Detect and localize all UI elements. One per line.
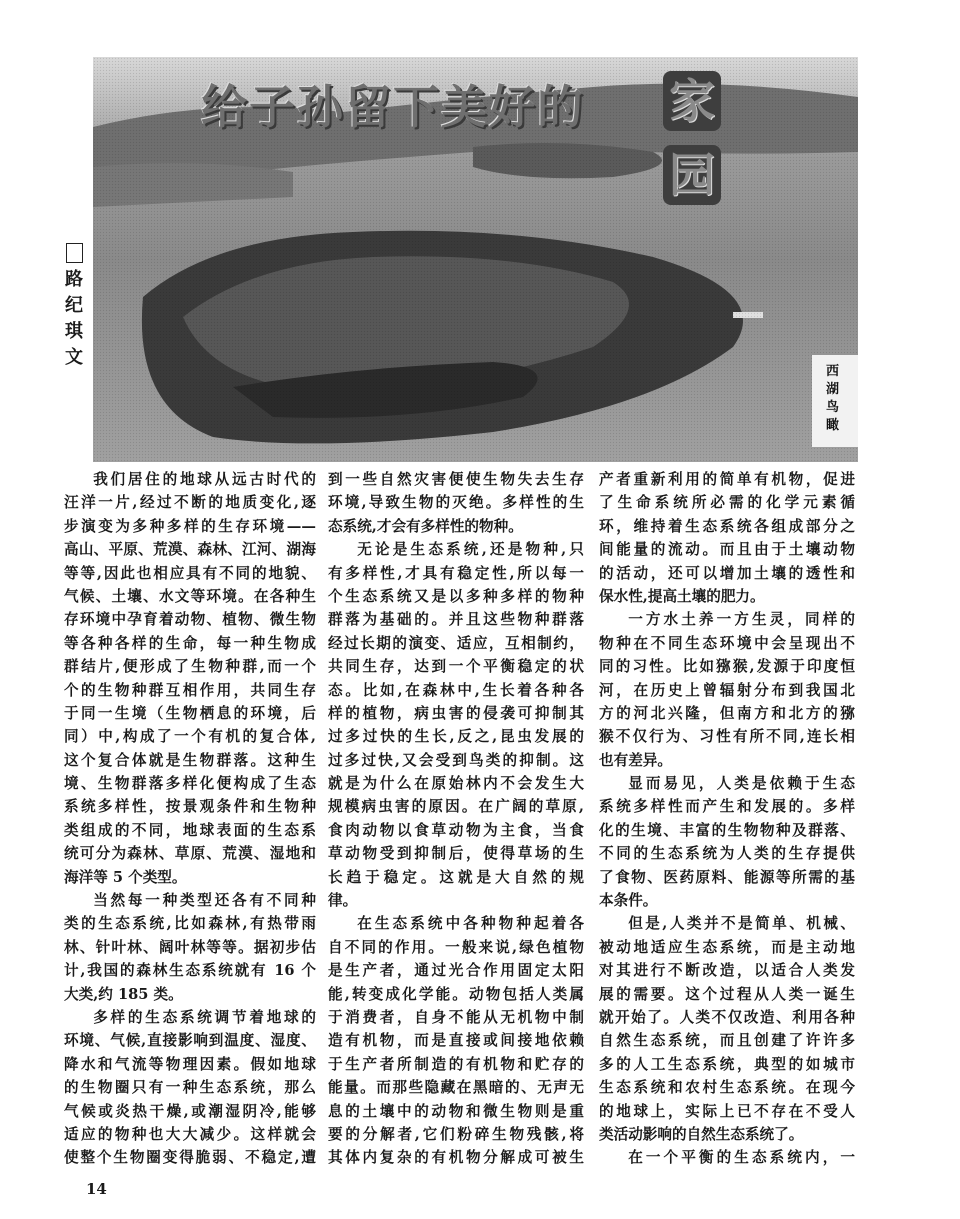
- text-line: 共同生存，达到一个平衡稳定的状: [328, 658, 584, 676]
- text-line: 能,转变成化学能。动物包括人类属: [328, 985, 584, 1003]
- text-line: 能量。而那些隐藏在黑暗的、无声无: [328, 1079, 584, 1097]
- text-line: 到一些自然灾害便使生物失去生存: [328, 471, 584, 488]
- text-line: 化的生境、丰富的生物物种及群落、: [599, 821, 855, 839]
- text-line: 间能量的流动。而且由于土壤动物: [599, 541, 855, 559]
- text-line: 气候、土壤、水文等环境。在各种生: [64, 587, 316, 605]
- text-line: 被动地适应生态系统，而是主动地: [599, 938, 855, 956]
- article-title: 给子孙留下美好的: [201, 80, 585, 134]
- text-line: 自不同的作用。一般来说,绿色植物: [328, 938, 584, 956]
- text-line: 对其进行不断改造，以适合人类发: [599, 962, 855, 980]
- text-line: 物种在不同生态环境中会呈现出不: [599, 634, 855, 652]
- text-line: 当然每一种类型还各有不同种: [93, 892, 316, 910]
- text-line: 气候或炎热干燥,或潮湿阴冷,能够: [64, 1102, 316, 1120]
- text-line: 在一个平衡的生态系统内，一: [628, 1149, 855, 1167]
- text-line: 过多过快的生长,反之,昆虫发展的: [328, 728, 584, 746]
- text-line: 不同的生态系统为人类的生存提供: [599, 845, 855, 863]
- text-line: 食肉动物以食草动物为主食，当食: [328, 821, 584, 839]
- text-line: 显而易见，人类是依赖于生态: [628, 775, 855, 793]
- text-line: 海洋等 5 个类型。: [64, 868, 187, 886]
- text-line: 系统多样性，按景观条件和生物种: [64, 798, 316, 816]
- text-line: 方的河北兴隆，但南方和北方的猕: [599, 704, 855, 722]
- photo-caption-box: [812, 355, 858, 447]
- text-line: 展的需要。这个过程从人类一诞生: [599, 985, 855, 1003]
- text-line: 一方水土养一方生灵，同样的: [628, 611, 855, 629]
- text-line: 自然生态系统，而且创建了许许多: [599, 1032, 855, 1050]
- text-line: 猴不仅行为、习性有所不同,连长相: [599, 728, 855, 746]
- text-line: 个生态系统又是以多种多样的物种: [328, 587, 584, 605]
- byline-box-icon: [66, 243, 83, 263]
- text-line: 就开始了。人类不仅改造、利用各种: [599, 1008, 855, 1026]
- text-line: 多的人工生态系统，典型的如城市: [599, 1055, 855, 1073]
- text-line: 计,我国的森林生态系统就有 16 个: [64, 962, 316, 980]
- text-line: 草动物受到抑制后，使得草场的生: [328, 845, 584, 863]
- text-line: 产者重新利用的简单有机物，促进: [599, 471, 855, 488]
- text-line: 保水性,提高土壤的肥力。: [599, 587, 765, 605]
- text-line: 这个复合体就是生物群落。这种生: [64, 751, 316, 769]
- text-line: 生态系统和农村生态系统。在现今: [599, 1079, 855, 1097]
- text-line: 造有机物，而是直接或间接地依赖: [328, 1032, 584, 1050]
- text-line: 的地球上，实际上已不存在不受人: [599, 1102, 855, 1120]
- text-line: 有多样性,才具有稳定性,所以每一: [328, 564, 584, 582]
- text-line: 但是,人类并不是简单、机械、: [628, 915, 855, 933]
- text-line: 息的土壤中的动物和微生物则是重: [328, 1102, 584, 1120]
- text-line: 态。比如,在森林中,生长着各种各: [328, 681, 584, 699]
- text-line: 长趋于稳定。这就是大自然的规: [328, 868, 584, 886]
- text-line: 是生产者，通过光合作用固定太阳: [328, 962, 584, 980]
- text-line: 于消费者，自身不能从无机物中制: [328, 1008, 584, 1026]
- text-line: 系统多样性而产生和发展的。多样: [599, 798, 855, 816]
- text-line: 律。: [328, 892, 358, 910]
- text-line: 同的习性。比如猕猴,发源于印度恒: [599, 658, 855, 676]
- text-line: 态系统,才会有多样性的物种。: [328, 517, 523, 535]
- text-line: 等等,因此也相应具有不同的地貌、: [64, 564, 316, 582]
- text-line: 步演变为多种多样的生存环境——: [64, 517, 316, 535]
- text-column-1: [64, 468, 316, 1170]
- text-line: 也有差异。: [599, 751, 672, 769]
- text-line: 样的植物，病虫害的侵袭可抑制其: [328, 704, 584, 722]
- text-line: 环，维持着生态系统各组成部分之: [599, 517, 855, 535]
- text-line: 于生产者所制造的有机物和贮存的: [328, 1055, 584, 1073]
- text-line: 等各种各样的生命，每一种生物成: [64, 634, 316, 652]
- text-line: 类的生态系统,比如森林,有热带雨: [64, 915, 316, 933]
- text-line: 降水和气流等物理因素。假如地球: [64, 1055, 316, 1073]
- text-line: 本条件。: [599, 892, 658, 910]
- text-line: 同）中,构成了一个有机的复合体,: [64, 728, 316, 746]
- text-line: 无论是生态系统,还是物种,只: [357, 541, 584, 559]
- text-line: 使整个生物圈变得脆弱、不稳定,遭: [64, 1149, 316, 1167]
- text-line: 汪洋一片,经过不断的地质变化,逐: [64, 494, 316, 512]
- text-line: 适应的物种也大大减少。这样就会: [64, 1125, 316, 1143]
- photo-caption: 西湖鸟瞰: [826, 364, 840, 433]
- text-line: 个的生物种群互相作用，共同生存: [64, 681, 316, 699]
- text-line: 规模病虫害的原因。在广阔的草原,: [328, 798, 584, 816]
- article-title-char-jia: 家: [663, 71, 721, 131]
- byline-author: 路纪琪文: [65, 269, 83, 368]
- text-line: 统可分为森林、草原、荒漠、湿地和: [64, 845, 316, 863]
- text-line: 群落为基础的。并且这些物种群落: [328, 611, 584, 629]
- text-line: 要的分解者,它们粉碎生物残骸,将: [328, 1125, 584, 1143]
- text-line: 存环境中孕育着动物、植物、微生物: [64, 611, 316, 629]
- text-line: 类活动影响的自然生态系统了。: [599, 1125, 804, 1143]
- text-column-3: [599, 468, 855, 1170]
- text-line: 在生态系统中各种物种起着各: [357, 915, 584, 933]
- text-line: 的活动，还可以增加土壤的透性和: [599, 564, 855, 582]
- text-line: 就是为什么在原始林内不会发生大: [328, 775, 584, 793]
- text-line: 类组成的不同，地球表面的生态系: [64, 821, 316, 839]
- text-line: 河，在历史上曾辐射分布到我国北: [599, 681, 855, 699]
- article-title-char-yuan: 园: [663, 145, 721, 205]
- byline: [63, 243, 85, 371]
- text-line: 境、生物群落多样化便构成了生态: [64, 775, 316, 793]
- text-line: 林、针叶林、阔叶林等等。据初步估: [64, 938, 316, 956]
- text-line: 高山、平原、荒漠、森林、江河、湖海: [64, 541, 316, 559]
- text-line: 的生物圈只有一种生态系统，那么: [64, 1079, 316, 1097]
- text-line: 了生命系统所必需的化学元素循: [599, 494, 855, 512]
- text-column-2: [328, 468, 584, 1170]
- text-line: 大类,约 185 类。: [64, 985, 183, 1003]
- text-line: 于同一生境（生物栖息的环境，后: [64, 704, 316, 722]
- text-line: 过多过快,又会受到鸟类的抑制。这: [328, 751, 584, 769]
- text-line: 经过长期的演变、适应，互相制约，: [328, 634, 584, 652]
- west-lake-aerial-photo: [93, 57, 858, 462]
- text-line: 了食物、医药原料、能源等所需的基: [599, 868, 855, 886]
- text-line: 环境、气候,直接影响到温度、湿度、: [64, 1032, 316, 1050]
- text-line: 环境,导致生物的灭绝。多样性的生: [328, 494, 584, 512]
- text-line: 群结片,便形成了生物种群,而一个: [64, 658, 316, 676]
- text-line: 多样的生态系统调节着地球的: [93, 1008, 316, 1026]
- page-number: 14: [86, 1180, 107, 1198]
- text-line: 其体内复杂的有机物分解成可被生: [328, 1149, 584, 1167]
- text-line: 我们居住的地球从远古时代的: [93, 471, 316, 488]
